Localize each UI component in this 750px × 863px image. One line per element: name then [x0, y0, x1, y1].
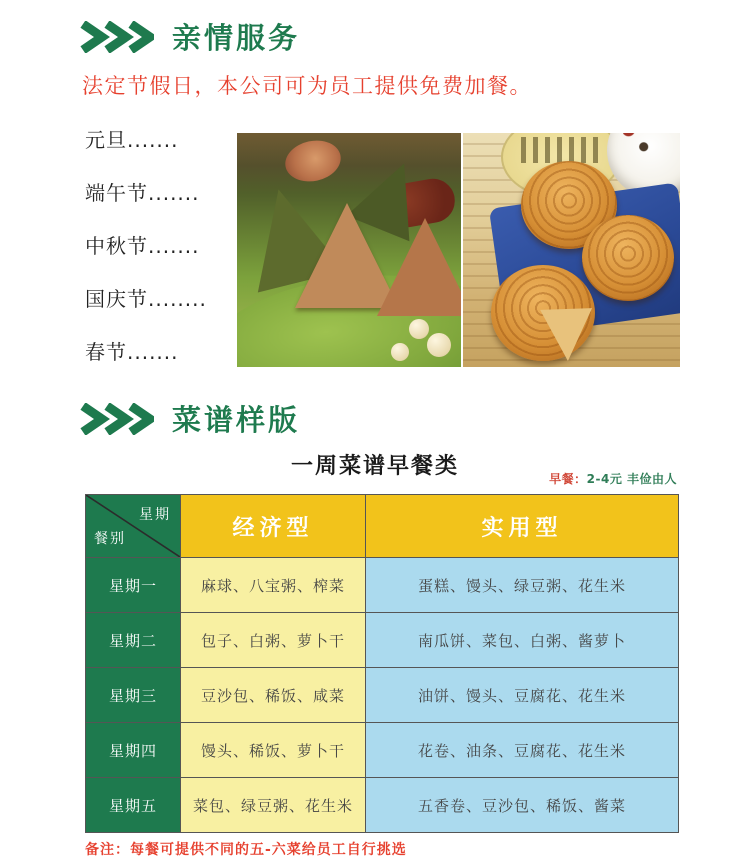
holiday-item-mid-autumn: 中秋节....... — [85, 234, 200, 258]
holiday-item-national-day: 国庆节........ — [85, 287, 207, 311]
mooncake-filling — [540, 308, 594, 362]
economy-menu-wednesday: 豆沙包、稀饭、咸菜 — [181, 668, 365, 722]
holiday-list — [85, 130, 207, 395]
day-label-friday: 星期五 — [86, 778, 180, 832]
practical-menu-thursday: 花卷、油条、豆腐花、花生米 — [366, 723, 678, 777]
day-label-thursday: 星期四 — [86, 723, 180, 777]
price-caption-value: 2-4元 丰俭由人 — [586, 472, 677, 486]
economy-menu-friday: 菜包、绿豆粥、花生米 — [181, 778, 365, 832]
section-title-menu-sample: 菜谱样版 — [172, 403, 301, 437]
economy-menu-thursday: 馒头、稀饭、萝卜干 — [181, 723, 365, 777]
section-title-family-service: 亲情服务 — [172, 21, 301, 55]
section-header-family-service — [80, 16, 300, 57]
photo-strip — [237, 133, 680, 367]
weekly-breakfast-table — [85, 494, 679, 833]
corner-header-cell — [86, 495, 180, 557]
practical-menu-friday: 五香卷、豆沙包、稀饭、酱菜 — [366, 778, 678, 832]
economy-menu-monday: 麻球、八宝粥、榨菜 — [181, 558, 365, 612]
holiday-item-dragon-boat: 端午节....... — [85, 181, 200, 205]
mooncakes-photo — [463, 133, 680, 367]
intro-text: 法定节假日，本公司可为员工提供免费加餐。 — [82, 74, 532, 98]
column-header-practical: 实用型 — [366, 495, 678, 557]
mooncake — [582, 215, 674, 301]
lotus-seed — [391, 343, 409, 361]
holiday-item-spring-festival: 春节....... — [85, 340, 179, 364]
menu-table-title: 一周菜谱早餐类 — [290, 454, 459, 479]
footnote: 备注：每餐可提供不同的五-六菜给员工自行挑选 — [85, 842, 407, 858]
column-header-economy: 经济型 — [181, 495, 365, 557]
practical-menu-wednesday: 油饼、馒头、豆腐花、花生米 — [366, 668, 678, 722]
practical-menu-monday: 蛋糕、馒头、绿豆粥、花生米 — [366, 558, 678, 612]
triple-chevron-icon — [80, 21, 154, 53]
corner-label-week: 星期 — [139, 507, 171, 523]
triple-chevron-icon — [80, 403, 154, 435]
practical-menu-tuesday: 南瓜饼、菜包、白粥、酱萝卜 — [366, 613, 678, 667]
day-label-wednesday: 星期三 — [86, 668, 180, 722]
corner-label-meal: 餐别 — [94, 531, 126, 547]
section-header-menu-sample — [80, 398, 300, 439]
lotus-seed — [409, 319, 429, 339]
holiday-item-new-year: 元旦....... — [85, 128, 179, 152]
lotus-seed — [427, 333, 451, 357]
price-caption-label: 早餐： — [549, 472, 587, 486]
price-caption — [85, 470, 677, 487]
zongzi-photo — [237, 133, 461, 367]
day-label-tuesday: 星期二 — [86, 613, 180, 667]
zongzi-right — [377, 218, 461, 316]
day-label-monday: 星期一 — [86, 558, 180, 612]
economy-menu-tuesday: 包子、白粥、萝卜干 — [181, 613, 365, 667]
